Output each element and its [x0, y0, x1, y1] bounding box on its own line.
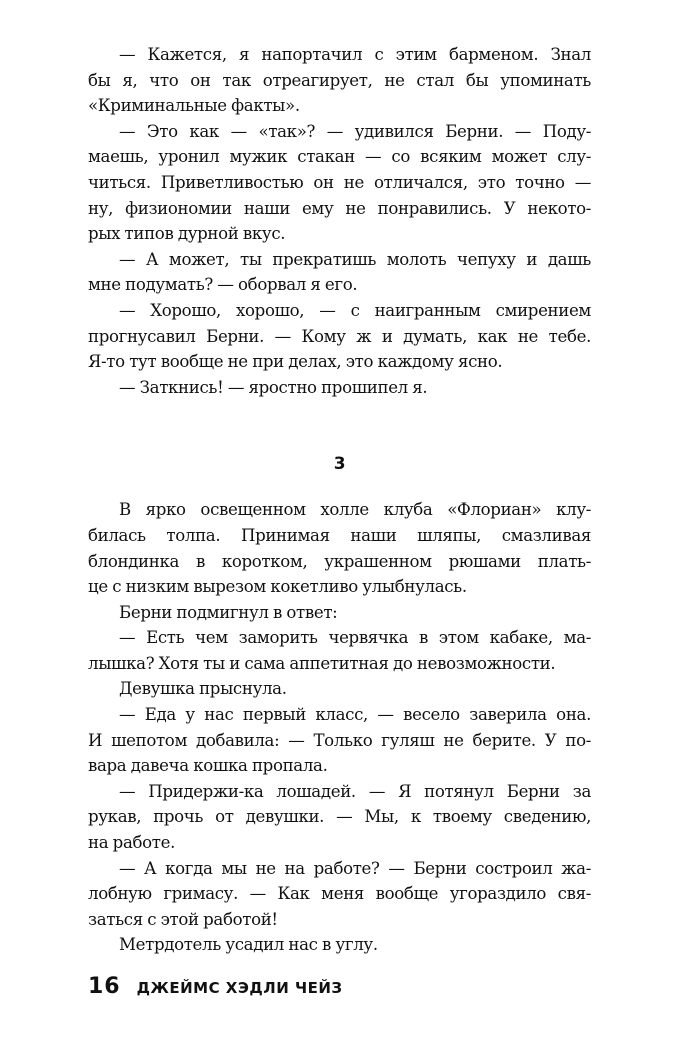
text-line: на работе. — [88, 833, 175, 853]
text-line: це с низким вырезом кокетливо улыбнулась. — [88, 577, 467, 597]
page-number: 16 — [88, 974, 121, 999]
text-line: — А может, ты прекратишь молоть чепуху и дашь — [119, 249, 591, 269]
text-line: — Еда у нас первый класс, — весело заверила она. — [119, 705, 591, 725]
text-line: читься. Приветливостью он не отличался, это точно — — [88, 172, 591, 192]
text-line: Метрдотель усадил нас в углу. — [119, 935, 378, 955]
paragraph — [88, 702, 591, 779]
paragraph — [88, 375, 591, 401]
paragraph — [88, 779, 591, 856]
text-line: — Хорошо, хорошо, — с наигранным смирением — [119, 300, 591, 320]
text-line: — Придержи-ка лошадей. — Я потянул Берни за — [119, 781, 591, 801]
text-line: Берни подмигнул в ответ: — [119, 602, 338, 622]
text-line: маешь, уронил мужик стакан — со всяким может слу- — [88, 147, 591, 167]
text-line: прогнусавил Берни. — Кому ж и думать, как не тебе. — [88, 326, 591, 346]
text-line: И шепотом добавила: — Только гуляш не берите. У по- — [88, 730, 591, 750]
paragraph — [88, 625, 591, 676]
paragraph — [88, 247, 591, 298]
paragraph — [88, 119, 591, 247]
text-line: рых типов дурной вкус. — [88, 224, 286, 244]
page-footer — [88, 974, 343, 999]
paragraph — [88, 676, 591, 702]
text-line: — Это как — «так»? — удивился Берни. — Поду- — [119, 121, 591, 141]
text-line: — Есть чем заморить червячка в этом кабаке, ма- — [119, 628, 591, 648]
text-section-1 — [88, 42, 591, 400]
text-line: рукав, прочь от девушки. — Мы, к твоему сведению, — [88, 807, 591, 827]
text-line: В ярко освещенном холле клуба «Флориан» клу- — [119, 500, 591, 520]
text-line: вара давеча кошка пропала. — [88, 756, 328, 776]
paragraph — [88, 298, 591, 375]
paragraph — [88, 42, 591, 119]
book-page — [88, 42, 591, 958]
text-line: «Криминальные факты». — [88, 96, 300, 116]
paragraph — [88, 932, 591, 958]
text-line: ну, физиономии наши ему не понравились. У некото- — [88, 198, 591, 218]
text-line: билась толпа. Принимая наши шляпы, смазливая — [88, 525, 591, 545]
text-line: — Заткнись! — яростно прошипел я. — [119, 377, 428, 397]
text-line: лышка? Хотя ты и сама аппетитная до невозможности. — [88, 653, 556, 673]
text-line: — Кажется, я напортачил с этим барменом. Знал — [119, 45, 591, 64]
text-line: лобную гримасу. — Как меня вообще угораздило свя- — [88, 884, 591, 904]
text-line: мне подумать? — оборвал я его. — [88, 275, 358, 295]
text-line: — А когда мы не на работе? — Берни состроил жа- — [119, 858, 591, 878]
paragraph — [88, 856, 591, 933]
text-line: заться с этой работой! — [88, 909, 278, 929]
chapter-number: 3 — [333, 454, 346, 475]
text-line: блондинка в коротком, украшенном рюшами плать- — [88, 551, 591, 571]
paragraph — [88, 600, 591, 626]
paragraph — [88, 497, 591, 599]
text-line: Я-то тут вообще не при делах, это каждому ясно. — [88, 352, 503, 372]
text-line: бы я, что он так отреагирует, не стал бы упоминать — [88, 70, 591, 90]
text-section-2 — [88, 497, 591, 958]
running-head: ДЖЕЙМС ХЭДЛИ ЧЕЙЗ — [136, 979, 343, 997]
text-line: Девушка прыснула. — [119, 679, 287, 699]
